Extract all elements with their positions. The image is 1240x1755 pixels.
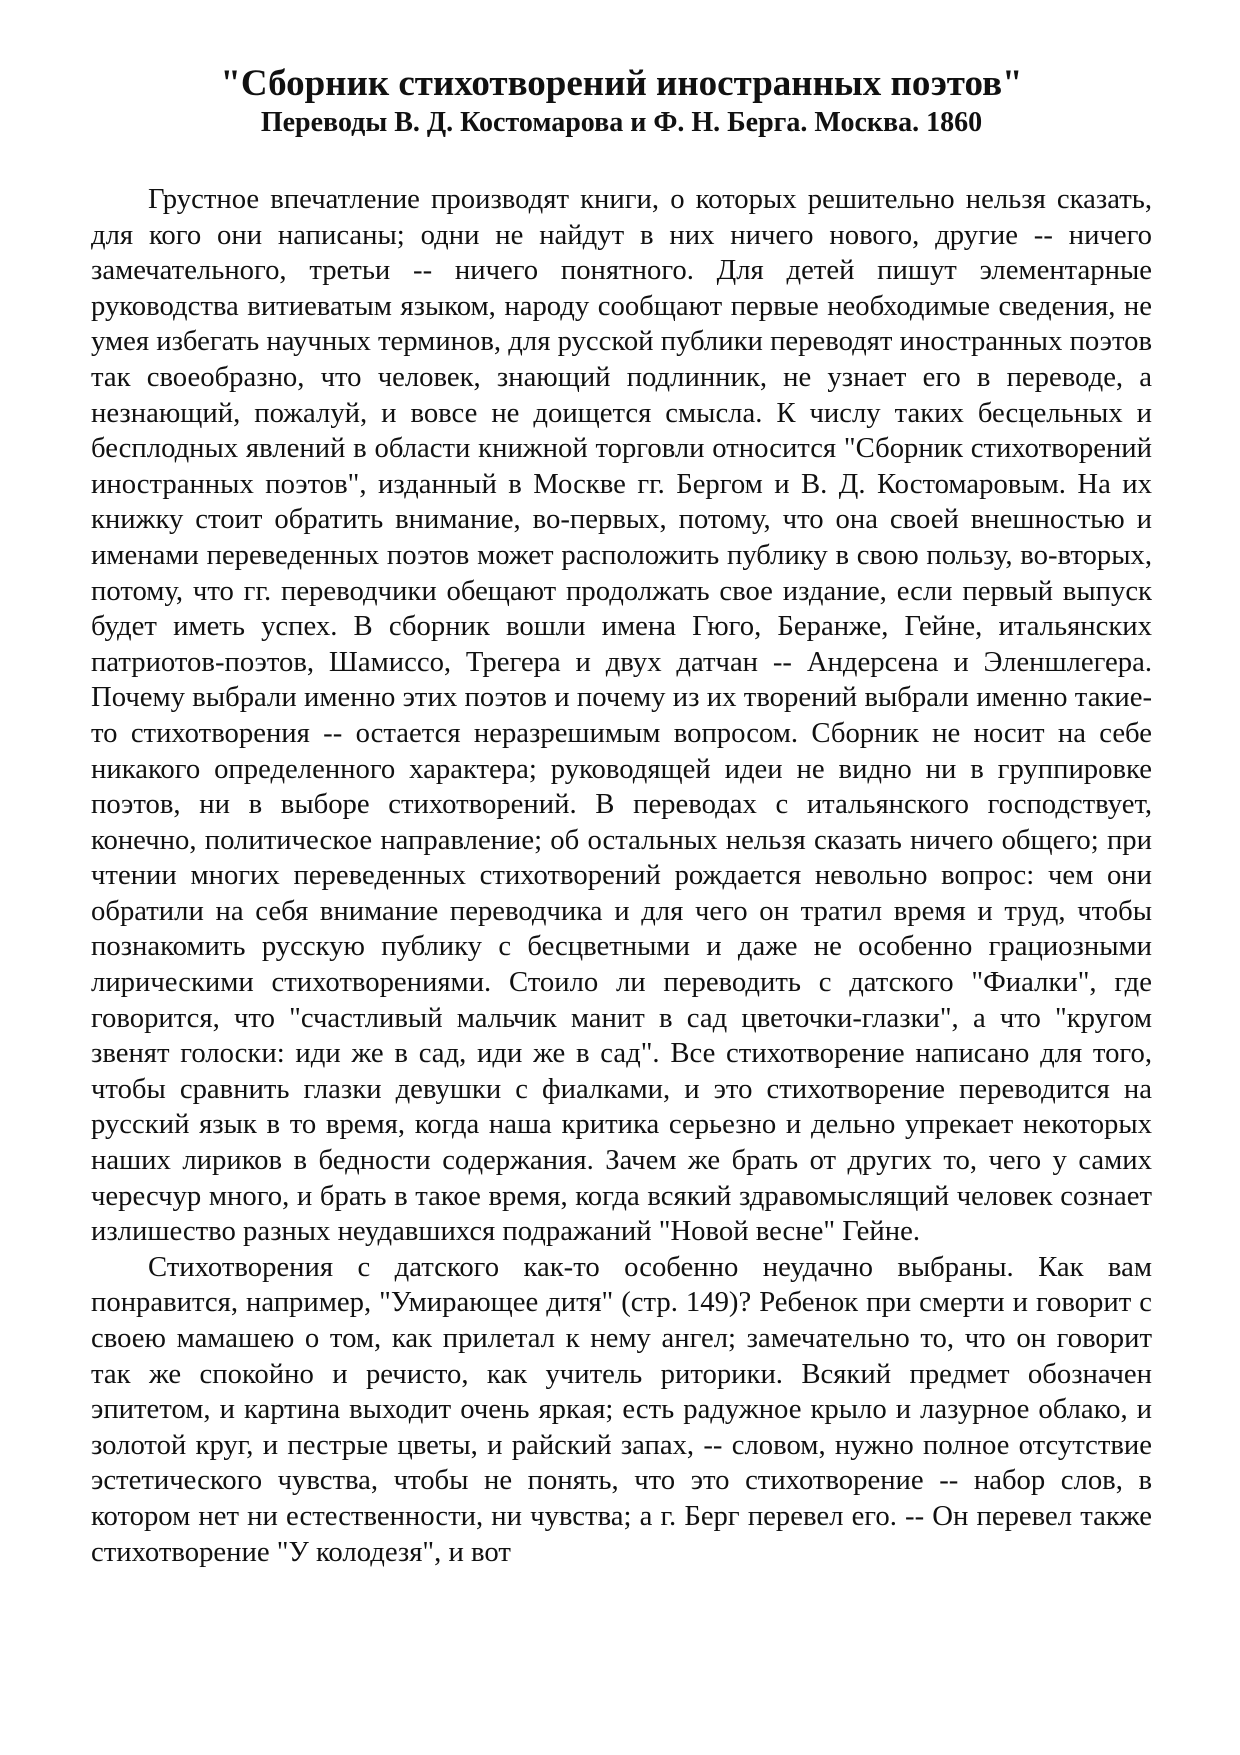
document-body: [91, 182, 1152, 1570]
paragraph-2: Стихотворения с датского как-то особенно неудачно выбраны. Как вам понравится, например, "Умирающее дитя" (стр. 149)? Ребенок при смерти и говорит с своею мамашею о том, как прилетал к нему ангел; замечательно то, что он говорит так же спокойно и речисто, как учитель риторики. Всякий предмет обозначен эпитетом, и картина выходит очень яркая; есть радужное крыло и лазурное облако, и золотой круг, и пестрые цветы, и райский запах, -- словом, нужно полное отсутствие эстетического чувства, чтобы не понять, что это стихотворение -- набор слов, в котором нет ни естественности, ни чувства; а г. Берг перевел его. -- Он перевел также стихотворение "У колодезя", и вот: [91, 1250, 1152, 1568]
document-title: "Сборник стихотворений иностранных поэтов": [220, 63, 1023, 104]
paragraph-1: Грустное впечатление производят книги, о которых решительно нельзя сказать, для кого они написаны; одни не найдут в них ничего нового, другие -- ничего замечательного, третьи -- ничего понятного. Для детей пишут элементарные руководства витиеватым языком, народу сообщают первые необходимые сведения, не умея избегать научных терминов, для русской публики переводят иностранных поэтов так своеобразно, что человек, знающий подлинник, не узнает его в переводе, а незнающий, пожалуй, и вовсе не доищется смысла. К числу таких бесцельных и бесплодных явлений в области книжной торговли относится "Сборник стихотворений иностранных поэтов", изданный в Москве гг. Бергом и В. Д. Костомаровым. На их книжку стоит обратить внимание, во-первых, потому, что она своей внешностью и именами переведенных поэтов может расположить публику в свою пользу, во-вторых, потому, что гг. переводчики обещают продолжать свое издание, если первый выпуск будет иметь успех. В сборник вошли имена Гюго, Беранже, Гейне, итальянских патриотов-поэтов, Шамиссо, Трегера и двух датчан -- Андерсена и Эленшлегера. Почему выбрали именно этих поэтов и почему из их творений выбрали именно такие-то стихотворения -- остается неразрешимым вопросом. Сборник не носит на себе никакого определенного характера; руководящей идеи не видно ни в группировке поэтов, ни в выборе стихотворений. В переводах с итальянского господствует, конечно, политическое направление; об остальных нельзя сказать ничего общего; при чтении многих переведенных стихотворений рождается невольно вопрос: чем они обратили на себя внимание переводчика и для чего он тратил время и труд, чтобы познакомить русскую публику с бесцветными и даже не особенно грациозными лирическими стихотворениями. Стоило ли переводить с датского "Фиалки", где говорится, что "счастливый мальчик манит в сад цветочки-глазки", а что "кругом звенят голоски: иди же в сад, иди же в сад". Все стихотворение написано для того, чтобы сравнить глазки девушки с фиалками, и это стихотворение переводится на русский язык в то время, когда наша критика серьезно и дельно упрекает некоторых наших лириков в бедности содержания. Зачем же брать от других то, чего у самих чересчур много, и брать в такое время, когда всякий здравомыслящий человек сознает излишество разных неудавшихся подражаний "Новой весне" Гейне.: [91, 183, 1152, 1248]
document-subtitle: Переводы В. Д. Костомарова и Ф. Н. Берга. Москва. 1860: [260, 107, 983, 138]
